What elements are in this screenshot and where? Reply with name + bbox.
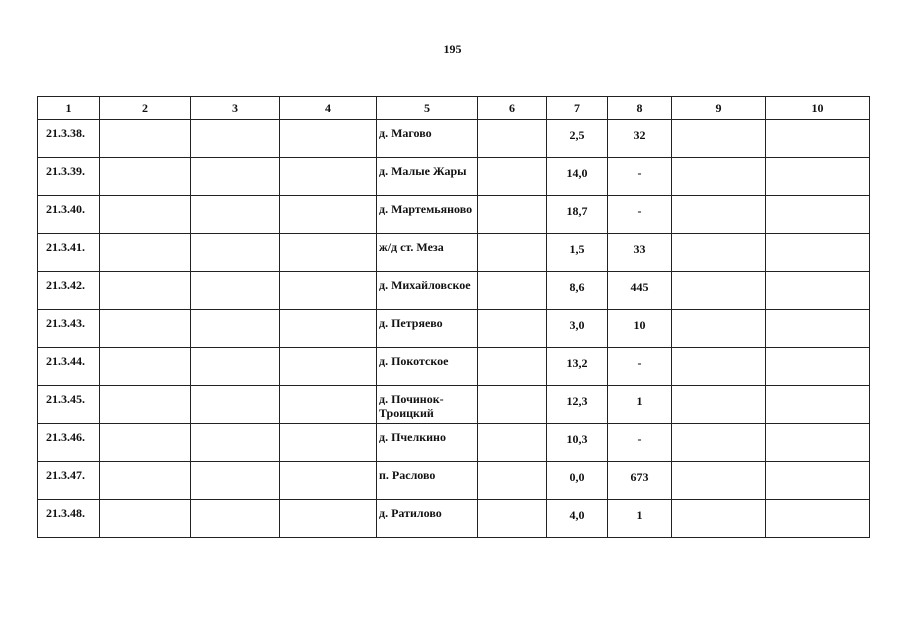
cell-text [766,386,869,392]
table-cell-col-2 [100,234,191,272]
cell-text [280,500,376,506]
cell-text [191,386,279,392]
cell-text [672,310,765,316]
cell-text: 21.3.41. [46,240,85,254]
cell-text: 21.3.47. [46,468,85,482]
table-cell-col-10 [766,462,870,500]
cell-text [672,462,765,468]
cell-text: 673 [630,470,649,484]
table-cell-col-2 [100,158,191,196]
header-row [38,97,870,120]
cell-text [478,424,546,430]
cell-text: 445 [630,280,649,294]
cell-text [672,158,765,164]
table-cell-col-8 [608,500,672,538]
cell-text: д. Малые Жары [379,164,467,178]
cell-text [191,120,279,126]
table-cell-col-1 [38,500,100,538]
table-row [38,196,870,234]
table-cell-col-7 [547,196,608,234]
table-cell-col-9 [672,120,766,158]
table-cell-col-1 [38,424,100,462]
cell-text: д. Магово [379,126,432,140]
table-cell-col-3 [191,158,280,196]
table-cell-col-3 [191,462,280,500]
table-cell-col-5 [377,424,478,462]
table-cell-col-1 [38,158,100,196]
cell-text [672,386,765,392]
cell-text [672,424,765,430]
table-cell-col-9 [672,234,766,272]
cell-text: 32 [633,128,646,142]
table-cell-col-8 [608,462,672,500]
cell-text: д. Пчелкино [379,430,446,444]
cell-text: 0,0 [569,470,585,484]
cell-text [280,272,376,278]
cell-text [100,234,190,240]
cell-text [672,196,765,202]
table-cell-col-1 [38,234,100,272]
table-cell-col-9 [672,462,766,500]
table-cell-col-6 [478,120,547,158]
cell-text: 10,3 [566,432,588,446]
cell-text: д. Покотское [379,354,449,368]
cell-text: 12,3 [566,394,588,408]
table-cell-col-3 [191,234,280,272]
cell-text [478,386,546,392]
column-header-3: 3 [191,97,280,120]
cell-text [672,120,765,126]
cell-text: - [637,356,642,370]
data-table [37,96,870,538]
table-cell-col-10 [766,310,870,348]
cell-text [191,424,279,430]
table-cell-col-8 [608,386,672,424]
cell-text [191,462,279,468]
cell-text [766,424,869,430]
cell-text: 21.3.48. [46,506,85,520]
cell-text [280,462,376,468]
cell-text: 21.3.46. [46,430,85,444]
column-header-7: 7 [547,97,608,120]
cell-text: ж/д ст. Меза [379,240,444,254]
cell-text [100,272,190,278]
table-cell-col-4 [280,386,377,424]
cell-text [766,120,869,126]
cell-text [478,234,546,240]
cell-text [100,196,190,202]
table-cell-col-6 [478,348,547,386]
table-cell-col-4 [280,196,377,234]
cell-text: 33 [633,242,646,256]
table-cell-col-6 [478,462,547,500]
table-row [38,234,870,272]
table-cell-col-10 [766,348,870,386]
table-cell-col-5 [377,310,478,348]
table-cell-col-5 [377,462,478,500]
table-cell-col-10 [766,272,870,310]
cell-text [478,196,546,202]
table-row [38,348,870,386]
cell-text [191,310,279,316]
table-cell-col-7 [547,310,608,348]
cell-text: п. Раслово [379,468,436,482]
column-header-2: 2 [100,97,191,120]
table-cell-col-5 [377,348,478,386]
table-cell-col-2 [100,196,191,234]
table-cell-col-7 [547,158,608,196]
table-cell-col-1 [38,386,100,424]
cell-text [191,272,279,278]
cell-text [766,196,869,202]
table-cell-col-5 [377,500,478,538]
cell-text: д. Починок-Троицкий [379,392,444,420]
table-cell-col-1 [38,310,100,348]
cell-text: д. Ратилово [379,506,442,520]
table-cell-col-5 [377,386,478,424]
table-cell-col-4 [280,234,377,272]
cell-text [191,196,279,202]
table-cell-col-5 [377,234,478,272]
cell-text: 8,6 [569,280,585,294]
table-cell-col-3 [191,120,280,158]
cell-text [100,424,190,430]
table-cell-col-4 [280,500,377,538]
table-cell-col-9 [672,272,766,310]
table-cell-col-3 [191,386,280,424]
cell-text [280,424,376,430]
table-cell-col-7 [547,462,608,500]
cell-text: - [637,432,642,446]
cell-text: 21.3.39. [46,164,85,178]
cell-text [766,272,869,278]
table-cell-col-3 [191,500,280,538]
table-cell-col-6 [478,196,547,234]
table-cell-col-9 [672,196,766,234]
cell-text [280,120,376,126]
cell-text: 2,5 [569,128,585,142]
cell-text: 21.3.44. [46,354,85,368]
cell-text [100,462,190,468]
cell-text [766,500,869,506]
table-cell-col-2 [100,120,191,158]
cell-text [672,500,765,506]
table-cell-col-1 [38,348,100,386]
cell-text: 1 [636,508,643,522]
cell-text [672,234,765,240]
cell-text: 21.3.43. [46,316,85,330]
cell-text: 13,2 [566,356,588,370]
table-cell-col-7 [547,424,608,462]
table-row [38,158,870,196]
table-cell-col-4 [280,272,377,310]
table-cell-col-6 [478,310,547,348]
table-cell-col-1 [38,272,100,310]
cell-text: 14,0 [566,166,588,180]
table-cell-col-9 [672,348,766,386]
cell-text: 21.3.38. [46,126,85,140]
cell-text [191,348,279,354]
table-cell-col-9 [672,424,766,462]
cell-text [280,234,376,240]
cell-text: 21.3.45. [46,392,85,406]
cell-text [478,500,546,506]
table-cell-col-6 [478,234,547,272]
table-cell-col-2 [100,310,191,348]
table-cell-col-8 [608,120,672,158]
table-cell-col-10 [766,234,870,272]
cell-text: - [637,204,642,218]
table-cell-col-7 [547,272,608,310]
cell-text [100,386,190,392]
table-cell-col-10 [766,424,870,462]
cell-text [478,462,546,468]
cell-text [100,120,190,126]
table-cell-col-8 [608,158,672,196]
table-cell-col-5 [377,272,478,310]
table-cell-col-6 [478,272,547,310]
table-row [38,500,870,538]
table-cell-col-10 [766,158,870,196]
cell-text [672,272,765,278]
table-cell-col-2 [100,500,191,538]
cell-text [766,462,869,468]
cell-text: 1 [636,394,643,408]
cell-text [478,158,546,164]
table-cell-col-9 [672,310,766,348]
table-cell-col-7 [547,386,608,424]
cell-text [280,348,376,354]
table-cell-col-2 [100,272,191,310]
table-cell-col-5 [377,196,478,234]
table-cell-col-5 [377,158,478,196]
column-header-10: 10 [766,97,870,120]
table-cell-col-8 [608,196,672,234]
cell-text [766,158,869,164]
cell-text [100,500,190,506]
table-cell-col-7 [547,500,608,538]
cell-text: 4,0 [569,508,585,522]
cell-text [191,234,279,240]
table-cell-col-1 [38,462,100,500]
cell-text: 18,7 [566,204,588,218]
cell-text [766,310,869,316]
table-row [38,462,870,500]
cell-text [478,272,546,278]
column-header-1: 1 [38,97,100,120]
table-row [38,120,870,158]
table-cell-col-3 [191,348,280,386]
table-row [38,310,870,348]
cell-text [100,348,190,354]
table-cell-col-3 [191,424,280,462]
cell-text: 3,0 [569,318,585,332]
table-row [38,424,870,462]
table-cell-col-10 [766,386,870,424]
table-cell-col-8 [608,234,672,272]
cell-text [478,310,546,316]
cell-text: 21.3.40. [46,202,85,216]
table-cell-col-6 [478,424,547,462]
cell-text [191,500,279,506]
cell-text [191,158,279,164]
table-cell-col-3 [191,310,280,348]
table-cell-col-6 [478,500,547,538]
table-cell-col-8 [608,310,672,348]
cell-text: д. Мартемьяново [379,202,473,216]
column-header-8: 8 [608,97,672,120]
column-header-4: 4 [280,97,377,120]
cell-text [672,348,765,354]
table-cell-col-1 [38,196,100,234]
cell-text: 21.3.42. [46,278,85,292]
table-cell-col-9 [672,386,766,424]
cell-text [280,158,376,164]
table-cell-col-2 [100,424,191,462]
table-cell-col-10 [766,196,870,234]
table-cell-col-5 [377,120,478,158]
table-cell-col-7 [547,348,608,386]
table-cell-col-3 [191,196,280,234]
column-header-9: 9 [672,97,766,120]
table-cell-col-1 [38,120,100,158]
table-body [38,120,870,538]
table-cell-col-8 [608,272,672,310]
table-cell-col-3 [191,272,280,310]
table-cell-col-4 [280,348,377,386]
cell-text [100,310,190,316]
table-cell-col-6 [478,386,547,424]
table-cell-col-2 [100,386,191,424]
table-cell-col-10 [766,500,870,538]
column-header-5: 5 [377,97,478,120]
table-cell-col-9 [672,500,766,538]
cell-text: д. Петряево [379,316,443,330]
cell-text [280,310,376,316]
cell-text: - [637,166,642,180]
table-cell-col-4 [280,158,377,196]
cell-text [478,120,546,126]
cell-text: 1,5 [569,242,585,256]
page-number: 195 [443,42,462,56]
table-cell-col-7 [547,120,608,158]
table-cell-col-10 [766,120,870,158]
cell-text [280,196,376,202]
table-row [38,386,870,424]
table-cell-col-9 [672,158,766,196]
table-cell-col-4 [280,462,377,500]
cell-text [100,158,190,164]
cell-text [280,386,376,392]
table-cell-col-2 [100,462,191,500]
table-cell-col-4 [280,120,377,158]
cell-text [478,348,546,354]
table-cell-col-6 [478,158,547,196]
table-cell-col-4 [280,310,377,348]
column-header-6: 6 [478,97,547,120]
table-cell-col-7 [547,234,608,272]
table-cell-col-2 [100,348,191,386]
table-cell-col-8 [608,424,672,462]
table-cell-col-4 [280,424,377,462]
cell-text [766,234,869,240]
cell-text [766,348,869,354]
cell-text: д. Михайловское [379,278,471,292]
cell-text: 10 [633,318,646,332]
table-row [38,272,870,310]
table-cell-col-8 [608,348,672,386]
